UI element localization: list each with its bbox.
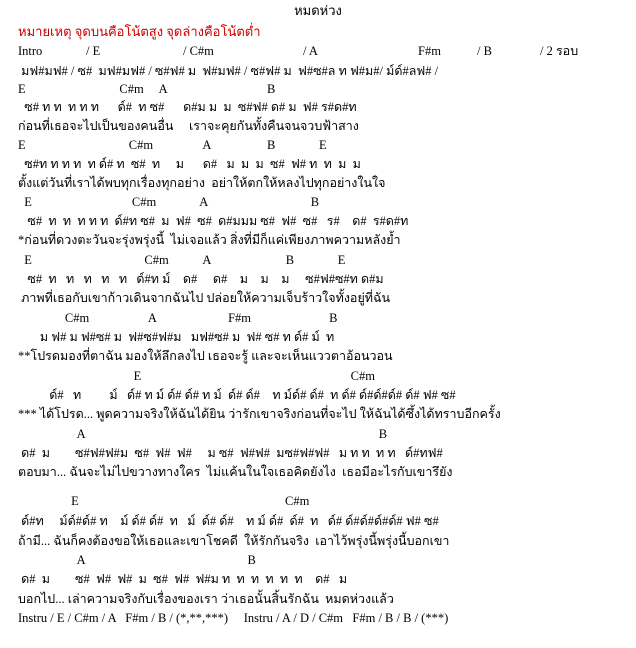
chord-line: A B: [18, 553, 256, 567]
song-title: หมดห่วง: [294, 3, 342, 18]
note-line: ซ#ท ท ท ท ท ด์# ท ซ# ท ม ด# ม ม ม ซ# ฟ# ท ท ม ม: [18, 157, 361, 171]
intro-chord: F#m: [418, 44, 441, 58]
note-line: ซ# ท ท ท ท ท ด์#ท ม์ ด# ด# ม ม ม ซ#ฟ#ซ#ท ด#ม: [18, 272, 384, 286]
chord-line: C#m A F#m B: [18, 311, 338, 325]
outro-line: Instru / E / C#m / A F#m / B / (*,**,***) Instru / A / D / C#m F#m / B / B / (***): [18, 611, 449, 625]
note-line: ซ# ท ท ท ท ท ด์# ท ซ# ด#ม ม ม ซ#ฟ# ด# ม ฟ# ร#ด#ท: [18, 100, 357, 114]
chord-line: A B: [18, 427, 388, 441]
intro-chord: / 2 รอบ: [540, 44, 579, 58]
chord-line: E C#m A B E: [18, 253, 346, 267]
note-line: ด# ม ซ# ฟ# ฟ# ม ซ# ฟ# ฟ#ม ท ท ท ท ท ท ด# ม: [18, 572, 348, 586]
note-line: ม ฟ# ม ฟ#ซ# ม ฟ#ซ#ฟ#ม มฟ#ซ# ม ฟ# ซ# ท ด์# ม์ ท: [18, 330, 335, 344]
lyric-line: *ก่อนที่ดวงตะวันจะรุ่งพรุ่งนี้ ไม่เจอแล้ว สิ่งที่มีก็แค่เพียงภาพความหลังย้ำ: [18, 233, 401, 247]
lyric-line: บอกไป... เล่าความจริงกับเรื่องของเรา ว่าเธอนั้นสิ้นรักฉัน หมดห่วงแล้ว: [18, 592, 394, 606]
note-line: ด# ม ซ#ฟ#ฟ#ม ซ# ฟ# ฟ# ม ซ# ฟ#ฟ# มซ#ฟ#ฟ# ม ท ท ท ท ด์#ทฟ#: [18, 446, 443, 460]
intro-chord: / C#m: [183, 44, 214, 58]
intro-label: Intro: [18, 44, 43, 58]
chord-line: E C#m A B: [18, 82, 276, 96]
lyric-line: ตอบมา... ฉันจะไม่ไปขวางทางใคร ไม่แค้นในใจเธอคิดยังไง เธอมีอะไรกับเขารึยัง: [18, 465, 453, 479]
note-line: มฟ#มฟ# / ซ# มฟ#มฟ# / ซ#ฟ# ม ฟ#มฟ# / ซ#ฟ# ม ฟ#ซ#ล ท ฟ#ม#/ ม์ด์#ลฟ# /: [18, 64, 439, 78]
lyric-line: ตั้งแต่วันที่เราได้พบทุกเรื่องทุกอย่าง อย่าให้ตกให้หลงไปทุกอย่างในใจ: [18, 176, 386, 190]
chord-line: E C#m: [18, 369, 375, 383]
lyric-line: ภาพที่เธอกับเขาก้าวเดินจากฉันไป ปล่อยให้ความเจ็บร้าวใจทั้งอยู่ที่ฉัน: [18, 291, 391, 305]
note-line: ซ# ท ท ท ท ท ด์#ท ซ# ม ฟ# ซ# ด#มมม ซ# ฟ# ซ# ร# ด# ร#ด#ท: [18, 214, 409, 228]
chord-line: E C#m A B E: [18, 138, 327, 152]
lyric-line: **โปรดมองที่ตาฉัน มองให้ลึกลงไป เธอจะรู้ และจะเห็นแววตาอ้อนวอน: [18, 349, 393, 363]
intro-chord: / A: [303, 44, 318, 58]
lyric-line: ก่อนที่เธอจะไปเป็นของคนอื่น เราจะคุยกันทั้งคืนจนจวบฟ้าสาง: [18, 119, 359, 133]
notation-note: หมายเหตุ จุดบนคือโน้ตสูง จุดล่างคือโน้ตต่ำ: [18, 24, 261, 39]
note-line: ด์# ท ม์ ด์# ท ม์ ด์# ด์# ท ม์ ด์# ด์# ท ม์ด์# ด์# ท ด์# ด์#ด์#ด์# ด์# ฟ# ซ#: [18, 388, 456, 402]
note-line: ด์#ท ม์ด์#ด์# ท ม์ ด์# ด์# ท ม์ ด์# ด์# ท ม์ ด์# ด์# ท ด์# ด์#ด์#ด์#ด์# ฟ# ซ#: [18, 514, 439, 528]
lyric-line: *** ได้โปรด... พูดความจริงให้ฉันได้ยิน ว่ารักเขาจริงก่อนที่จะไป ให้ฉันได้ซึ้งได้ทราบอีกครั้ง: [18, 407, 501, 421]
chord-line: E C#m A B: [18, 195, 320, 209]
intro-chord: / B: [477, 44, 492, 58]
lyric-line: ถ้ามี... ฉันก็คงต้องขอให้เธอและเขาโชคดี ให้รักกันจริง เอาไว้พรุ่งนี้พรุ่งนี้บอกเขา: [18, 534, 450, 548]
intro-chord: / E: [86, 44, 101, 58]
chord-line: E C#m: [18, 494, 310, 508]
